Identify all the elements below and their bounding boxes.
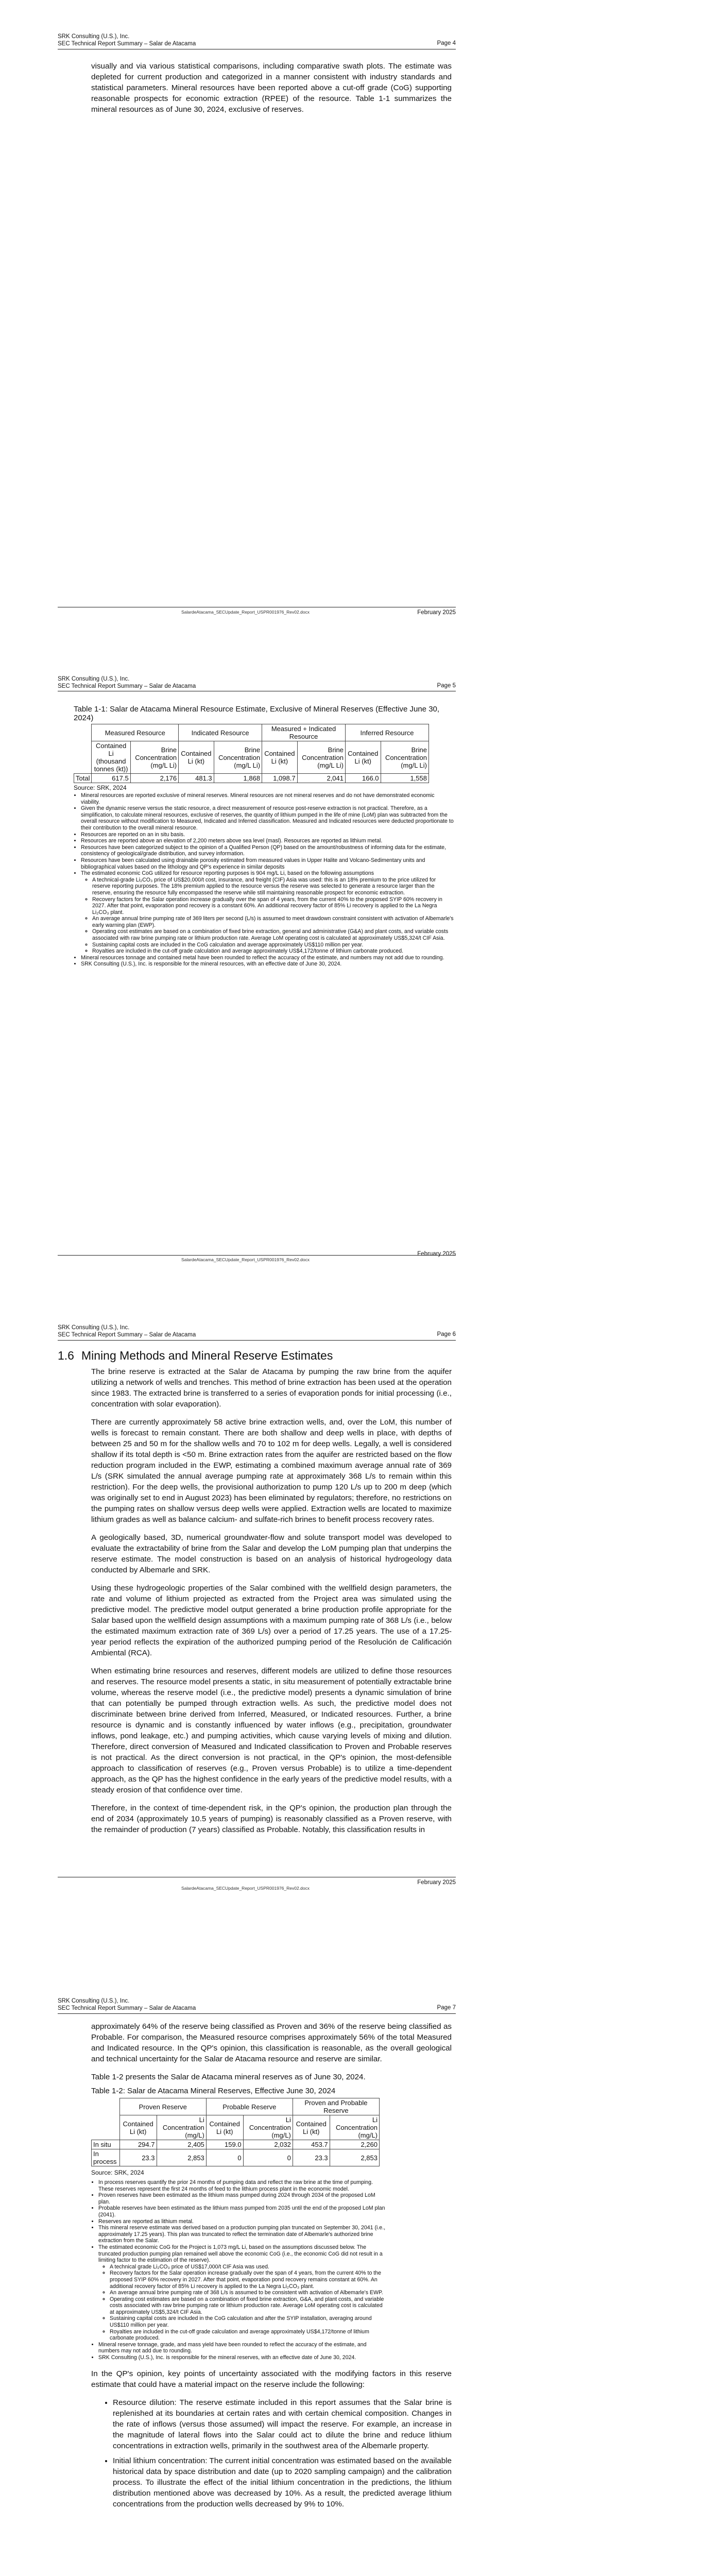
sub-note-item: ◦ Operating cost estimates are based on a combination of fixed brine extraction, G&A, and plant costs, and variable costs associated with raw brine pumping rate or lithium production rate. Average LoM operating cost is calculated at approximately US$5,324/t CIF Asia. (110, 2296, 387, 2316)
note-item: • Resources are reported on an in situ basis. (81, 832, 455, 838)
paragraph: approximately 64% of the reserve being classified as Proven and 36% of the reserve being classified as Probable. For comparison, the Measured resource comprises approximately 56% of the total Measured and Indicated resource. In the QP's opinion, this classification is reasonable, as the overall geological and technical uncertainty for the Salar de Atacama resource and reserve are similar. (91, 2022, 452, 2063)
footer-filename: SalardeAtacama_SECUpdate_Report_USPR001976_Rev02.docx (181, 609, 310, 615)
header-report: SEC Technical Report Summary – Salar de Atacama (58, 683, 196, 689)
header-report: SEC Technical Report Summary – Salar de Atacama (58, 41, 196, 47)
page-header (58, 1997, 456, 2012)
table-source: Source: SRK, 2024 (74, 784, 127, 791)
header-company: SRK Consulting (U.S.), Inc. (58, 33, 130, 40)
note-item (81, 870, 455, 955)
table-cell: 617.5 (92, 774, 130, 783)
table-sub-header-row (92, 2115, 380, 2140)
header-report: SEC Technical Report Summary – Salar de Atacama (58, 2005, 196, 2011)
page-header (58, 33, 456, 47)
resource-table (74, 724, 429, 783)
table-row (92, 2149, 380, 2166)
body-text (91, 2021, 452, 2514)
paragraph: When estimating brine resources and reserves, different models are utilized to define those resources and reserves. The resource model presents a static, in situ measurement of potentially extractable brine volume, whereas the reserve model (i.e., the predictive model) presents a dynamic simulation of brine that can potentially be pumped through extraction wells. As such, the predictive model does not discriminate between brine derived from Inferred, Measured, or Indicated resources. Further, a brine resource is dynamic and is constantly influenced by water inflows (e.g., precipitation, groundwater inflows, pond leakage, etc.) and pumping activities, which cause varying levels of mixing and dilution. Therefore, direct conversion of Measured and Indicated classification to Proven and Probable reserves is not practical. As the direct conversion is not practical, in the QP's opinion, the most-defensible approach to classification of reserves (e.g., Proven versus Probable) is to utilize a time-dependent approach, as the QP has the highest confidence in the early years of the predictive model results, with a steady erosion of that confidence over time. (91, 1667, 452, 1794)
note-item: • Proven reserves have been estimated as the lithium mass pumped during 2024 through 2034 of the proposed LoM plan. (98, 2192, 387, 2205)
table-sub-header: Brine Concentration (mg/L Li) (297, 741, 345, 774)
table-cell: 2,405 (157, 2140, 206, 2149)
table-sub-header: Li Concentration (mg/L) (243, 2115, 293, 2140)
paragraph: visually and via various statistical comparisons, including comparative swath plots. The estimate was depleted for current production and categorized in a manner consistent with industry standards and statistical parameters. Mineral resources have been reported above a cut-off grade (CoG) supporting reasonable prospects for economic extraction (RPEE) of the resource. Table 1-1 summarizes the mineral resources as of June 30, 2024, exclusive of reserves. (91, 62, 452, 114)
paragraph: Using these hydrogeologic properties of the Salar combined with the wellfield design parameters, the rate and volume of lithium projected as extracted from the Project area was simulated using the predictive model. The predictive model output generated a brine production profile appropriate for the Salar based upon the wellfield design assumptions with a maximum pumping rate of 368 L/s (i.e., below the estimated maximum extraction rate of 369 L/s) over a period of 17.25 years. The use of a 17.25-year period reflects the expiration of the authorized pumping period of the Resolución de Calificación Ambiental (RCA). (91, 1584, 452, 1657)
header-company: SRK Consulting (U.S.), Inc. (58, 1998, 130, 2004)
note-item: • Given the dynamic reserve versus the static resource, a direct measurement of resource post-reserve extraction is not practical. Therefore, as a simplification, to calculate mineral resources, exclusive of reserves, the quantity of lithium pumped in the life of mine (LoM) plan was subtracted from the overall resource without modification to Measured, Indicated and Inferred classification. Measured and Indicated resources were deducted proportionate to their contribution to the overall mineral resource. (81, 805, 455, 831)
table-sub-header: Brine Concentration (mg/L Li) (381, 741, 428, 774)
note-item: • Mineral reserve tonnage, grade, and mass yield have been rounded to reflect the accuracy of the estimate, and numbers may not add due to rounding. (98, 2342, 387, 2354)
resource-table-block (74, 705, 455, 968)
section-title: Mining Methods and Mineral Reserve Estimates (81, 1349, 333, 1362)
bullet-item: • Initial lithium concentration: The current initial concentration was estimated based on the available historical data by space distribution and date (up to 2020 sampling campaign) and the calibration process. To illustrate the effect of the initial lithium concentration in the predictions, the lithium distribution mentioned above was decreased by 10%. As a result, the predicted average lithium concentrations from the production wells decreased by 9% to 10%. (113, 2455, 452, 2510)
table-cell: 2,041 (297, 774, 345, 783)
footer-date: February 2025 (417, 1879, 456, 1886)
table-row-label: In situ (92, 2140, 120, 2149)
table-cell: 2,176 (130, 774, 178, 783)
table-sub-header: Li Concentration (mg/L) (330, 2115, 379, 2140)
page-header (58, 675, 456, 690)
header-company: SRK Consulting (U.S.), Inc. (58, 676, 130, 682)
table-sub-header: Li Concentration (mg/L) (157, 2115, 206, 2140)
header-report: SEC Technical Report Summary – Salar de Atacama (58, 1332, 196, 1338)
sub-notes (98, 2264, 387, 2342)
uncertainty-list (91, 2397, 452, 2510)
page-7 (0, 1963, 703, 2576)
table-corner (74, 724, 92, 741)
sub-note-item: ◦ Operating cost estimates are based on a combination of fixed brine extraction, general and administrative (G&A) and plant costs, and variable costs associated with raw brine pumping rate or lithium production rate. Average LoM operating cost is calculated at approximately US$5,324/t CIF Asia. (92, 928, 455, 941)
note-item: • In process reserves quantify the prior 24 months of pumping data and reflect the raw brine at the time of pumping. These reserves represent the first 24 months of feed to the lithium process plant in the economic model. (98, 2179, 387, 2192)
sub-note-item: ◦ A technical-grade Li₂CO₃ price of US$20,000/t cost, insurance, and freight (CIF) Asia was used: this is an 18% premium to the price utilized for reserve reporting purposes. The 18% premium applied to the resource versus the reserve was selected to generate a resource larger than the reserve, ensuring the resource fully encompassed the reserve while still maintaining reasonable prospect for economic extraction. (92, 877, 455, 896)
table-group-header: Inferred Resource (346, 724, 429, 741)
section-heading (58, 1349, 333, 1363)
table-corner (92, 2098, 120, 2115)
sub-note-item: ◦ An average annual brine pumping rate of 368 L/s is assumed to be consistent with activation of Albemarle's EWP. (110, 2290, 387, 2296)
page-number: Page 7 (437, 2005, 456, 2011)
table-corner (92, 2115, 120, 2140)
table-sub-header: Contained Li (kt) (179, 741, 214, 774)
sub-note-item: ◦ A technical grade Li₂CO₃ price of US$17,000/t CIF Asia was used. (110, 2264, 387, 2270)
page-number: Page 4 (437, 40, 456, 46)
note-item: • SRK Consulting (U.S.), Inc. is responsible for the mineral resources, with an effective date of June 30, 2024. (81, 961, 455, 968)
header-company: SRK Consulting (U.S.), Inc. (58, 1325, 130, 1331)
table-sub-header: Contained Li (kt) (262, 741, 298, 774)
footer-filename: SalardeAtacama_SECUpdate_Report_USPR001976_Rev02.docx (181, 1886, 310, 1891)
table-row-label: Total (74, 774, 92, 783)
table-cell: 1,558 (381, 774, 428, 783)
table-group-header-row (74, 724, 429, 741)
bullet-item: • Resource dilution: The reserve estimate included in this report assumes that the Salar brine is replenished at its boundaries at certain rates and with certain chemical composition. Changes in the rate of inflows (versus those assumed) will impact the reserve. For example, an increase in the magnitude of lateral flows into the Salar could act to dilute the brine and reduce lithium concentrations in extraction wells, primarily in the southwest area of the Albemarle property. (113, 2397, 452, 2451)
paragraph: There are currently approximately 58 active brine extraction wells, and, over the LoM, this number of wells is forecast to remain constant. There are both shallow and deep wells in place, with depths of between 25 and 50 m for the shallow wells and 70 to 102 m for deep wells. Legally, a well is considered shallow if its total depth is <50 m. Brine extraction rates from the aquifer are restricted based on the flow reduction program included in the EWP, estimating a combined maximum average annual rate of 369 L/s (SRK simulated the annual average pumping rate at approximately 368 L/s to remain within this restriction). For the deep wells, the provisional authorization to pump 120 L/s up to 200 m deep (which was originally set to end in August 2023) has been eliminated by regulators; therefore, no restrictions on the pumping rates on shallow versus deep wells were applied. Extraction wells are located to maximize lithium grades as well as balance calcium- and sulfate-rich brines to benefit process recovery rates. (91, 1418, 452, 1524)
table-group-header: Measured Resource (92, 724, 179, 741)
table-sub-header: Brine Concentration (mg/L Li) (130, 741, 178, 774)
table-cell: 23.3 (119, 2149, 157, 2166)
table-cell: 2,032 (243, 2140, 293, 2149)
note-text: The estimated economic CoG utilized for resource reporting purposes is 904 mg/L Li, based on the following assumptions (81, 870, 374, 877)
body-text (91, 1366, 452, 1842)
paragraph: The brine reserve is extracted at the Salar de Atacama by pumping the raw brine from the aquifer utilizing a network of wells and trenches. This method of brine extraction has been used at the operation since 1983. The extracted brine is transferred to a series of evaporation ponds for initial processing (i.e., concentration with solar evaporation). (91, 1367, 452, 1409)
note-item: • Resources have been calculated using drainable porosity estimated from measured values in Upper Halite and Volcano-Sedimentary units and bibliographical values based on the lithology and QP's experience in similar deposits (81, 857, 455, 870)
page-4 (0, 0, 703, 634)
table-cell: 481.3 (179, 774, 214, 783)
sub-note-item: ◦ An average annual brine pumping rate of 369 liters per second (L/s) is assumed to meet drawdown constraint consistent with activation of Albemarle's early warning plan (EWP). (92, 916, 455, 928)
body-text (91, 61, 452, 122)
table-cell: 1,098.7 (262, 774, 298, 783)
table-notes (74, 792, 455, 968)
paragraph: Table 1-2 presents the Salar de Atacama mineral reserves as of June 30, 2024. (91, 2073, 366, 2081)
paragraph: In the QP's opinion, key points of uncertainty associated with the modifying factors in this reserve estimate that could have a material impact on the reserve include the following: (91, 2369, 452, 2389)
note-item: • This mineral reserve estimate was derived based on a production pumping plan truncated on September 30, 2041 (i.e., approximately 17.25 years). This plan was truncated to reflect the termination date of Albemarle's authorized brine extraction from the Salar. (98, 2225, 387, 2244)
header-rule (58, 1340, 456, 1341)
note-item: • Mineral resources are reported exclusive of mineral reserves. Mineral resources are not mineral reserves and do not have demonstrated economic viability. (81, 792, 455, 805)
page-number: Page 6 (437, 1331, 456, 1337)
table-sub-header-row (74, 741, 429, 774)
table-cell: 0 (243, 2149, 293, 2166)
table-caption: Table 1-1: Salar de Atacama Mineral Resource Estimate, Exclusive of Mineral Reserves (Effective June 30, 2024) (74, 705, 440, 722)
table-group-header: Indicated Resource (179, 724, 262, 741)
note-item: • SRK Consulting (U.S.), Inc. is responsible for the mineral reserves, with an effective date of June 30, 2024. (98, 2354, 387, 2361)
table-group-header: Proven Reserve (119, 2098, 206, 2115)
footer-date: February 2025 (417, 1251, 456, 1257)
table-cell: 159.0 (206, 2140, 243, 2149)
table-source: Source: SRK, 2024 (91, 2169, 144, 2176)
table-group-header: Proven and Probable Reserve (293, 2098, 379, 2115)
sub-note-item: ◦ Recovery factors for the Salar operation increase gradually over the span of 4 years, from the current 40% to the proposed SYIP 60% recovery in 2027. After that point, evaporation pond recovery remains constant at 60%. An additional recovery factor of 85% Li recovery is applied to the La Negra Li₂CO₃ plant. (110, 2270, 387, 2290)
reserve-table (91, 2098, 380, 2166)
page-6 (0, 1288, 703, 1963)
note-item: • Resources have been categorized subject to the opinion of a Qualified Person (QP) based on the amount/robustness of informing data for the estimate, consistency of geological/grade distribution, and survey information. (81, 844, 455, 857)
footer-filename: SalardeAtacama_SECUpdate_Report_USPR001976_Rev02.docx (181, 1257, 310, 1262)
note-item: • Resources are reported above an elevation of 2,200 meters above sea level (masl). Resources are reported as lithium metal. (81, 838, 455, 844)
paragraph: Therefore, in the context of time-dependent risk, in the QP's opinion, the production plan through the end of 2034 (approximately 10.5 years of pumping) is reasonably classified as a Proven reserve, with the remainder of production (7 years) classified as Probable. Notably, this classification results in (91, 1804, 452, 1834)
table-notes (91, 2179, 387, 2361)
table-sub-header: Contained Li (kt) (346, 741, 381, 774)
table-cell: 0 (206, 2149, 243, 2166)
sub-note-item: ◦ Recovery factors for the Salar operation increase gradually over the span of 4 years, from the current 40% to the proposed SYIP 60% recovery in 2027. After that point, evaporation pond recovery is a constant 60%. An additional recovery factor of 85% Li recovery is applied to the La Negra Li₂CO₃ plant. (92, 896, 455, 916)
table-cell: 294.7 (119, 2140, 157, 2149)
page-header (58, 1324, 456, 1338)
table-sub-header: Brine Concentration (mg/L Li) (214, 741, 262, 774)
table-group-header: Probable Reserve (206, 2098, 293, 2115)
sub-note-item: ◦ Sustaining capital costs are included in the CoG calculation and average approximately US$110 million per year. (92, 942, 455, 948)
note-item (98, 2244, 387, 2342)
page-5 (0, 634, 703, 1288)
page-number: Page 5 (437, 683, 456, 689)
table-sub-header: Contained Li (kt) (119, 2115, 157, 2140)
table-cell: 166.0 (346, 774, 381, 783)
header-rule (58, 2013, 456, 2014)
table-caption: Table 1-2: Salar de Atacama Mineral Reserves, Effective June 30, 2024 (91, 2087, 336, 2095)
note-item: • Reserves are reported as lithium metal. (98, 2218, 387, 2225)
sub-note-item: ◦ Royalties are included in the cut-off grade calculation and average approximately US$4,172/tonne of lithium carbonate produced. (110, 2329, 387, 2342)
footer-date: February 2025 (417, 609, 456, 616)
note-item: • Mineral resources tonnage and contained metal have been rounded to reflect the accuracy of the estimate, and numbers may not add due to rounding. (81, 955, 455, 961)
table-row (92, 2140, 380, 2149)
note-text: The estimated economic CoG for the Project is 1,073 mg/L Li, based on the assumptions discussed below. The truncated production pumping plan remained well above the economic CoG (i.e., the economic CoG did not result in a limiting factor to the estimation of the reserve). (98, 2244, 383, 2264)
table-row (74, 774, 429, 783)
table-sub-header: Contained Li (thousand tonnes (kt)) (92, 741, 130, 774)
table-corner (74, 741, 92, 774)
footer-rule (58, 1255, 456, 1256)
sub-note-item: ◦ Sustaining capital costs are included in the CoG calculation and after the SYIP installation, averaging around US$110 million per year. (110, 2315, 387, 2328)
table-row-label: In process (92, 2149, 120, 2166)
table-cell: 453.7 (293, 2140, 330, 2149)
table-cell: 1,868 (214, 774, 262, 783)
table-cell: 23.3 (293, 2149, 330, 2166)
sub-notes (81, 877, 455, 955)
table-cell: 2,853 (330, 2149, 379, 2166)
table-cell: 2,853 (157, 2149, 206, 2166)
table-cell: 2,260 (330, 2140, 379, 2149)
section-number: 1.6 (58, 1349, 74, 1362)
table-sub-header: Contained Li (kt) (206, 2115, 243, 2140)
paragraph: A geologically based, 3D, numerical groundwater-flow and solute transport model was developed to evaluate the extractability of brine from the Salar and develop the LoM pumping plan that underpins the reserve estimate. The model construction is based on an analysis of historical hydrogeology data conducted by Albemarle and SRK. (91, 1533, 452, 1574)
note-item: • Probable reserves have been estimated as the lithium mass pumped from 2035 until the end of the proposed LoM plan (2041). (98, 2205, 387, 2218)
table-group-header: Measured + Indicated Resource (262, 724, 346, 741)
table-group-header-row (92, 2098, 380, 2115)
table-sub-header: Contained Li (kt) (293, 2115, 330, 2140)
sub-note-item: ◦ Royalties are included in the cut-off grade calculation and average approximately US$4,172/tonne of lithium carbonate produced. (92, 948, 455, 955)
